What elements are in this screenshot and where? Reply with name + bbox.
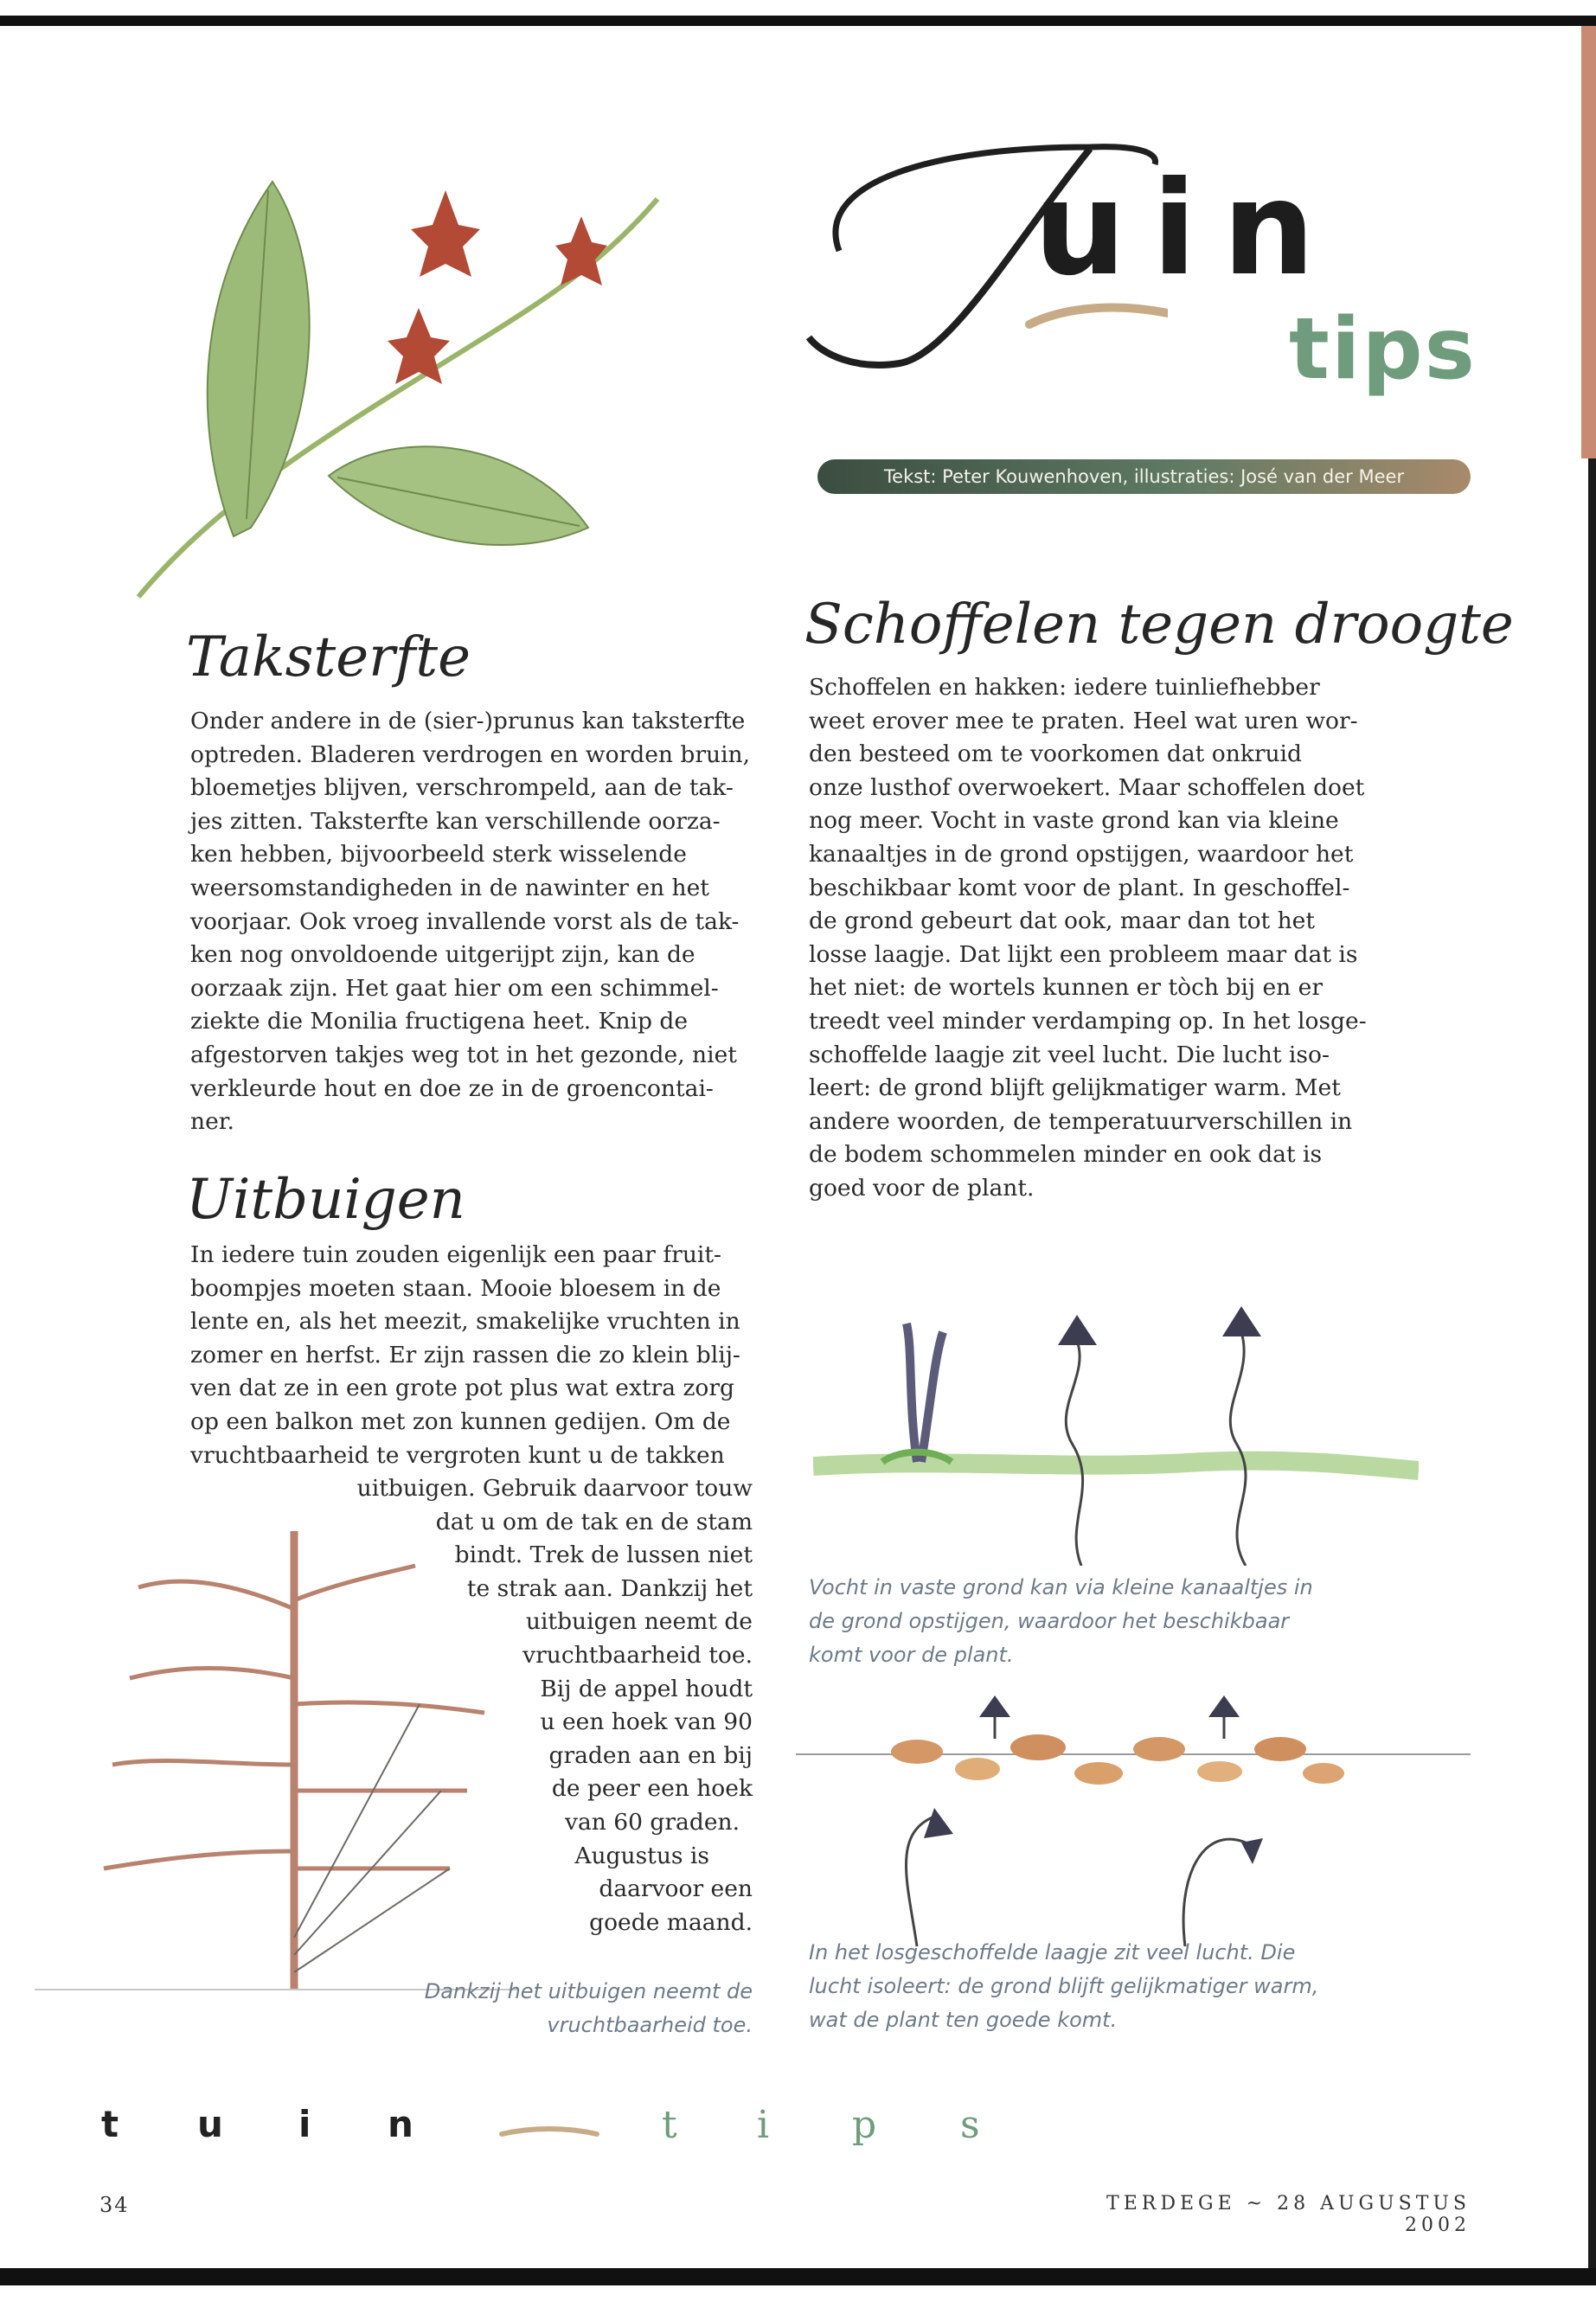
page-edge-accent [1581,26,1596,458]
body-line: andere woorden, de temperatuurverschillen in [809,1107,1353,1135]
body-line: Onder andere in de (sier-)prunus kan taksterfte [190,708,746,734]
soil-moisture-illustration [813,1298,1419,1566]
body-line: leert: de grond blijft gelijkmatiger warm. Met [809,1074,1341,1102]
footer-letter: t [662,2103,677,2147]
body-line: beschikbaar komt voor de plant. In geschoffel- [809,874,1350,901]
body-line: bindt. Trek de lussen niet [454,1541,753,1569]
caption-line: wat de plant ten goede komt. [809,2008,1118,2032]
body-line: ven dat ze in een grote pot plus wat extra zorg [190,1375,734,1402]
caption-line: Dankzij het uitbuigen neemt de [424,1979,753,2003]
footer-letter: p [852,2103,877,2147]
caption-line: lucht isoleert: de grond blijft gelijkmatiger warm, [809,1974,1319,1998]
heading-uitbuigen: Uitbuigen [186,1168,465,1232]
body-line: ken nog onvoldoende uitgerijpt zijn, kan de [190,941,695,969]
body-line: verkleurde hout en doe ze in de groencontai- [190,1074,714,1102]
right-border [1588,458,1596,2268]
body-line: van 60 graden. [565,1808,740,1836]
body-line: op een balkon met zon kunnen gedijen. Om de [190,1407,731,1435]
body-line: uitbuigen. Gebruik daarvoor touw [356,1475,753,1502]
caption-line: Vocht in vaste grond kan via kleine kanaaltjes in [809,1575,1313,1599]
heading-schoffelen: Schoffelen tegen droogte [804,593,1514,657]
body-line: de grond gebeurt dat ook, maar dan tot het [809,907,1316,935]
body-line: treedt veel minder verdamping op. In het losge- [809,1007,1367,1035]
masthead-title: uin [1034,154,1341,304]
body-line: nog meer. Vocht in vaste grond kan via kleine [809,807,1339,835]
body-line: lente en, als het meezit, smakelijke vruchten in [190,1308,740,1336]
masthead-subtitle: tips [1289,300,1477,399]
body-line: den besteed om te voorkomen dat onkruid [809,740,1302,768]
page-number: 34 [99,2193,130,2217]
body-line: het niet: de wortels kunnen er tòch bij en er [809,974,1323,1002]
tree-illustration [35,1505,519,2024]
body-line: Bij de appel houdt [540,1675,753,1702]
loose-soil-illustration [796,1687,1471,1955]
top-border [0,16,1596,26]
credit-banner: Tekst: Peter Kouwenhoven, illustraties: José van der Meer [817,459,1471,494]
caption-soil-1 [809,1571,1414,1672]
caption-line: In het losgeschoffelde laagje zit veel lucht. Die [809,1940,1296,1965]
body-line: weersomstandigheden in de nawinter en het [190,874,709,901]
body-line: schoffelde laagje zit veel lucht. Die lucht iso- [809,1041,1330,1068]
caption-line: komt voor de plant. [809,1643,1014,1667]
footer-letter: i [757,2103,770,2147]
body-line: jes zitten. Taksterfte kan verschillende oorza- [190,807,721,835]
caption-tree [329,1975,753,2042]
footer-letter: t [101,2103,119,2145]
body-line: In iedere tuin zouden eigenlijk een paar fruit- [190,1241,721,1268]
body-line: boompjes moeten staan. Mooie bloesem in de [190,1274,721,1302]
body-line: de bodem schommelen minder en ook dat is [809,1141,1323,1169]
body-line: vruchtbaarheid te vergroten kunt u de takken [190,1441,725,1469]
body-line: onze lusthof overwoekert. Maar schoffelen doet [809,773,1365,801]
masthead-initial [0,0,1,1]
body-line: uitbuigen neemt de [525,1608,753,1636]
body-line: goed voor de plant. [809,1174,1035,1202]
body-line: oorzaak zijn. Het gaat hier om een schimmel- [190,974,719,1002]
caption-line: vruchtbaarheid toe. [547,2013,753,2037]
body-line: ken hebben, bijvoorbeeld sterk wisselende [190,841,687,868]
body-line: bloemetjes blijven, verschrompeld, aan de tak- [190,774,734,802]
body-line: zomer en herfst. Er zijn rassen die zo klein blij- [190,1341,740,1368]
body-line: afgestorven takjes weg tot in het gezonde, niet [190,1041,737,1068]
footer-letter: i [298,2103,311,2145]
body-line: kanaaltjes in de grond opstijgen, waardoor het [809,840,1354,868]
body-line: daarvoor een [599,1875,753,1903]
body-line: dat u om de tak en de stam [435,1508,753,1535]
body-line: de peer een hoek [551,1775,753,1803]
branch-illustration [121,164,675,614]
body-line: u een hoek van 90 [540,1708,753,1736]
body-line: goede maand. [589,1908,753,1936]
footer-letter: s [960,2103,980,2147]
bottom-border [0,2268,1596,2285]
body-line: ner. [190,1108,234,1136]
body-line: optreden. Bladeren verdrogen en worden bruin, [190,740,751,768]
body-line: vruchtbaarheid toe. [522,1641,753,1669]
body-line: Schoffelen en hakken: iedere tuinliefhebber [809,674,1320,701]
body-line: Augustus is [574,1842,709,1869]
heading-taksterfte: Taksterfte [186,625,471,689]
uitbuigen-body [190,1239,761,1472]
body-line: losse laagje. Dat lijkt een probleem maar dat is [809,940,1358,968]
caption-soil-2 [809,1936,1414,2037]
footer-brush-stroke [497,2124,601,2141]
body-line: weet erover mee te praten. Heel wat uren wor- [809,707,1358,734]
footer-letter: u [197,2103,223,2145]
body-line: graden aan en bij [548,1741,753,1769]
body-line: voorjaar. Ook vroeg invallende vorst als de tak- [190,907,740,935]
schoffelen-body [809,671,1380,1206]
taksterfte-body [190,705,761,1139]
footer-letter: n [388,2103,413,2145]
caption-line: de grond opstijgen, waardoor het beschikbaar [809,1609,1290,1633]
publication-line: TERDEGE ~ 28 AUGUSTUS 2002 [1106,2193,1471,2236]
body-line: te strak aan. Dankzij het [466,1574,753,1602]
body-line: ziekte die Monilia fructigena heet. Knip de [190,1008,689,1035]
